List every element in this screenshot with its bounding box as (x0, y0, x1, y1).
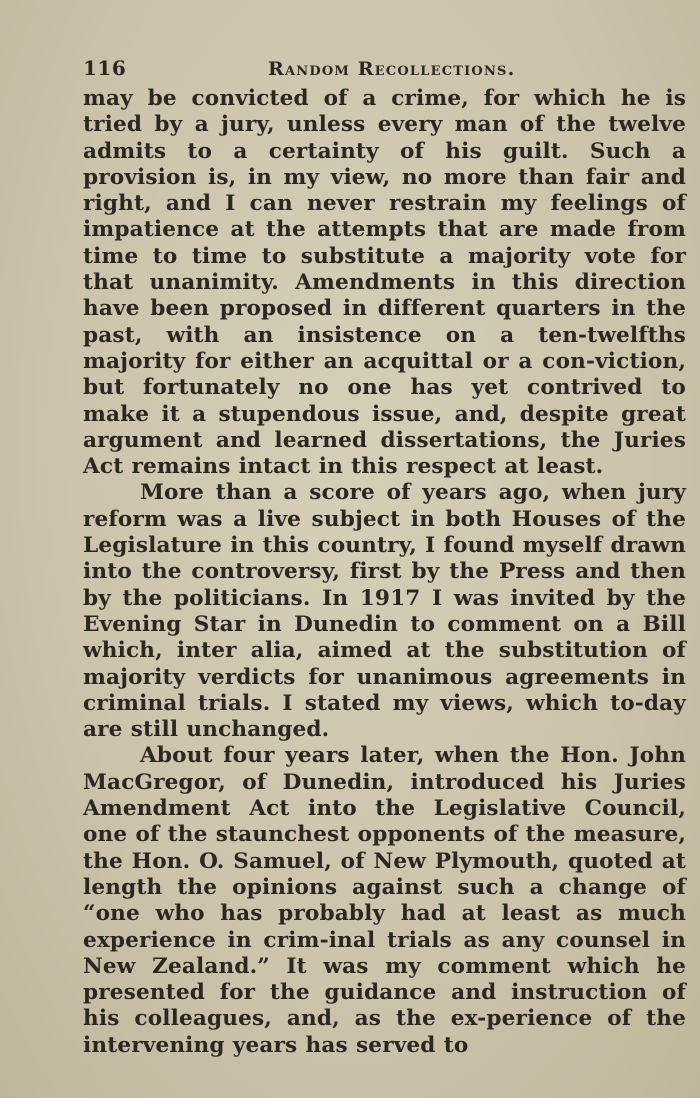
paragraph-continued: may be convicted of a crime, for which he is tried by a jury, unless every man of the twelve admits to a certainty of his guilt. Such a provision is, in my view, no more than fair and right, and I can never restrain my feelings of impatience at the attempts that are made from time to time to substitute a majority vote for that unanimity. Amendments in this direction have been proposed in different quarters in the past, with an insistence on a ten-twelfths majority for either an acquittal or a con-viction, but fortunately no one has yet contrived to make it a stupendous issue, and, despite great argument and learned dissertations, the Juries Act remains intact in this respect at least. (83, 86, 686, 480)
page-number: 116 (83, 56, 127, 80)
body-text (83, 86, 686, 1059)
running-title: Random Recollections. (268, 58, 516, 80)
paragraph-macgregor: About four years later, when the Hon. John MacGregor, of Dunedin, introduced his Juries Amendment Act into the Legislative Council, one of the staunchest opponents of the measure, the Hon. O. Samuel, of New Plymouth, quoted at length the opinions against such a change of “one who has probably had at least as much experience in crim-inal trials as any counsel in New Zealand.” It was my comment which he presented for the guidance and instruction of his colleagues, and, as the ex-perience of the intervening years has served to (83, 743, 686, 1058)
paragraph-jury-reform: More than a score of years ago, when jury reform was a live subject in both Houses of the Legislature in this country, I found myself drawn into the controversy, first by the Press and then by the politicians. In 1917 I was invited by the Evening Star in Dunedin to comment on a Bill which, inter alia, aimed at the substitution of majority verdicts for unanimous agreements in criminal trials. I stated my views, which to-day are still unchanged. (83, 480, 686, 743)
page-header (83, 48, 686, 82)
